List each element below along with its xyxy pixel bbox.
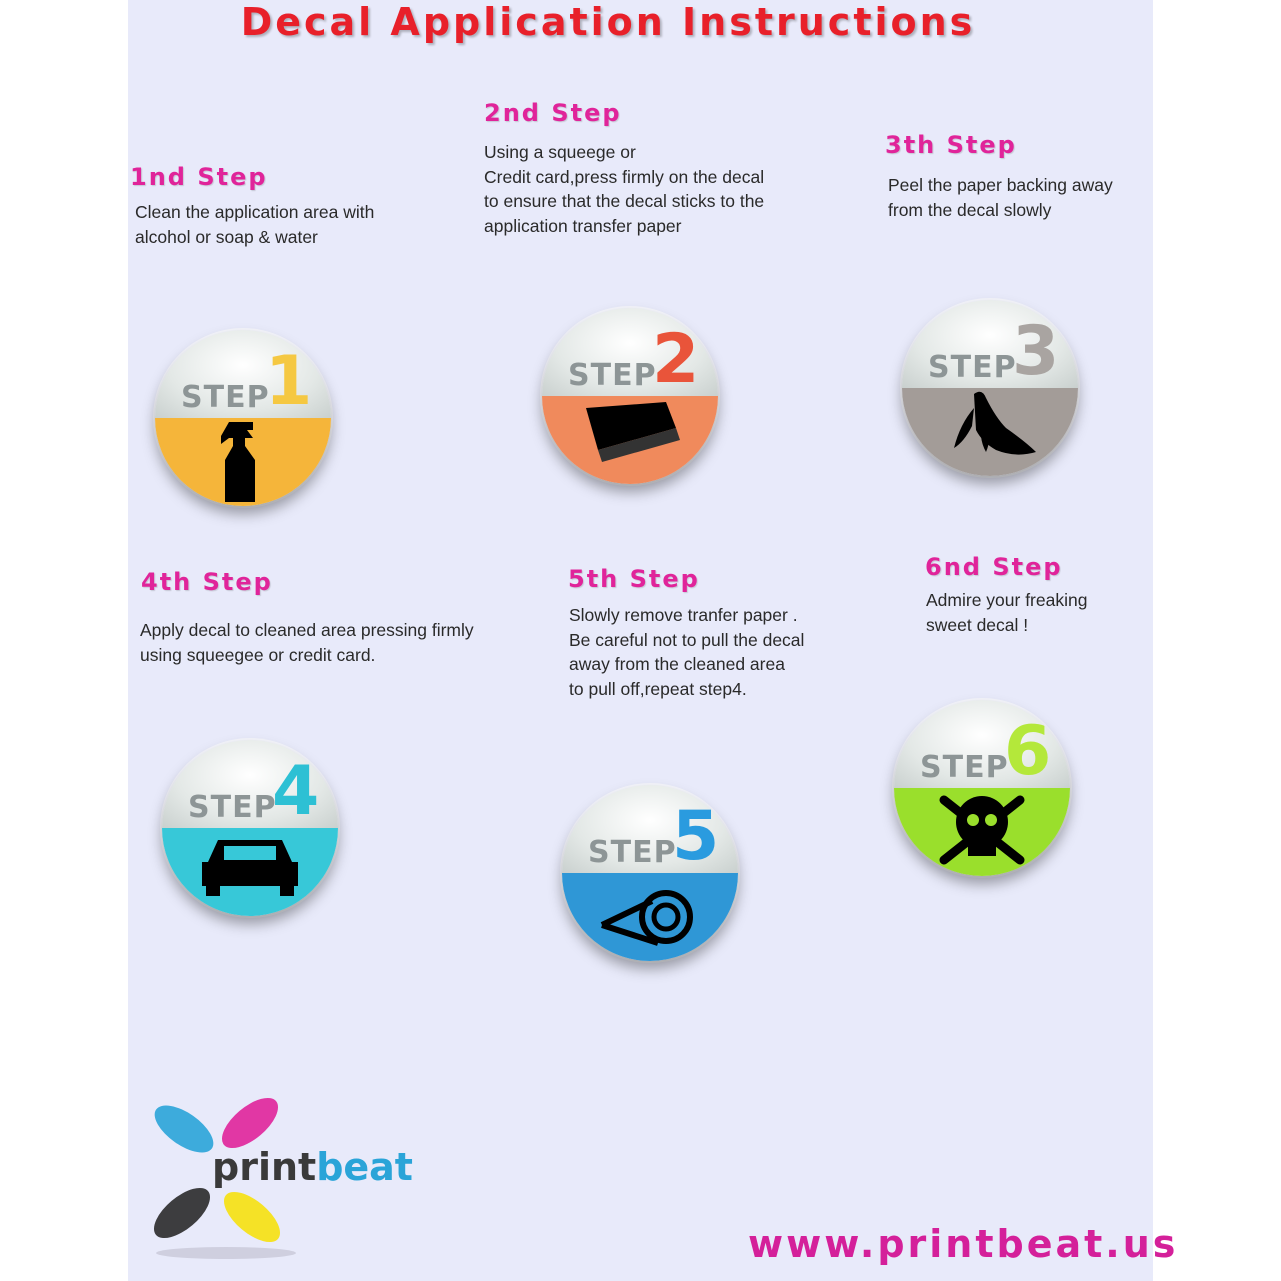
page-title: Decal Application Instructions — [240, 0, 976, 44]
step-4-badge — [162, 740, 338, 916]
step-5-badge — [562, 785, 738, 961]
step-2-text: Using a squeege or Credit card,press firmly on the decal to ensure that the decal sticks to the application transfer paper — [484, 142, 765, 236]
car-icon — [162, 828, 338, 916]
banana-peel-icon — [902, 388, 1078, 476]
brand-name — [212, 1145, 413, 1189]
brand-name-part1: print — [212, 1145, 317, 1189]
website-url: www.printbeat.us — [748, 1222, 1179, 1266]
step-6-text: Admire your freaking sweet decal ! — [926, 590, 1088, 635]
step-4-badge-word: STEP — [188, 790, 277, 825]
step-3-badge-word: STEP — [928, 350, 1017, 385]
step-4-heading: 4th Step — [141, 568, 273, 596]
step-3-heading: 3th Step — [885, 131, 1017, 159]
step-6-badge-number: 6 — [1004, 712, 1052, 791]
step-6-badge — [894, 700, 1070, 876]
step-3-badge — [902, 300, 1078, 476]
spray-bottle-icon — [155, 418, 331, 506]
step-5-badge-word: STEP — [588, 835, 677, 870]
step-2-badge-number: 2 — [652, 320, 700, 399]
step-5-badge-number: 5 — [672, 797, 720, 876]
step-1-badge-number: 1 — [265, 342, 313, 421]
step-2-heading: 2nd Step — [484, 99, 622, 127]
step-2-badge-word: STEP — [568, 358, 657, 393]
step-1-text: Clean the application area with alcohol or soap & water — [135, 202, 375, 247]
step-4-text: Apply decal to cleaned area pressing firmly using squeegee or credit card. — [140, 620, 474, 665]
step-6-heading: 6nd Step — [925, 553, 1063, 581]
squeegee-icon — [542, 396, 718, 484]
step-1-heading: 1nd Step — [130, 163, 268, 191]
step-5-text: Slowly remove tranfer paper . Be careful not to pull the decal away from the cleaned area to pull off,repeat step4. — [569, 605, 805, 699]
brand-name-part2: beat — [316, 1145, 413, 1189]
skull-crossbones-icon — [894, 788, 1070, 876]
step-1-badge-word: STEP — [181, 380, 270, 415]
step-6-badge-word: STEP — [920, 750, 1009, 785]
step-4-badge-number: 4 — [272, 752, 320, 831]
step-1-badge — [155, 330, 331, 506]
step-3-text: Peel the paper backing away from the decal slowly — [888, 175, 1113, 220]
step-2-badge — [542, 308, 718, 484]
step-5-heading: 5th Step — [568, 565, 700, 593]
step-3-badge-number: 3 — [1012, 312, 1060, 391]
paper-roll-icon — [562, 873, 738, 961]
